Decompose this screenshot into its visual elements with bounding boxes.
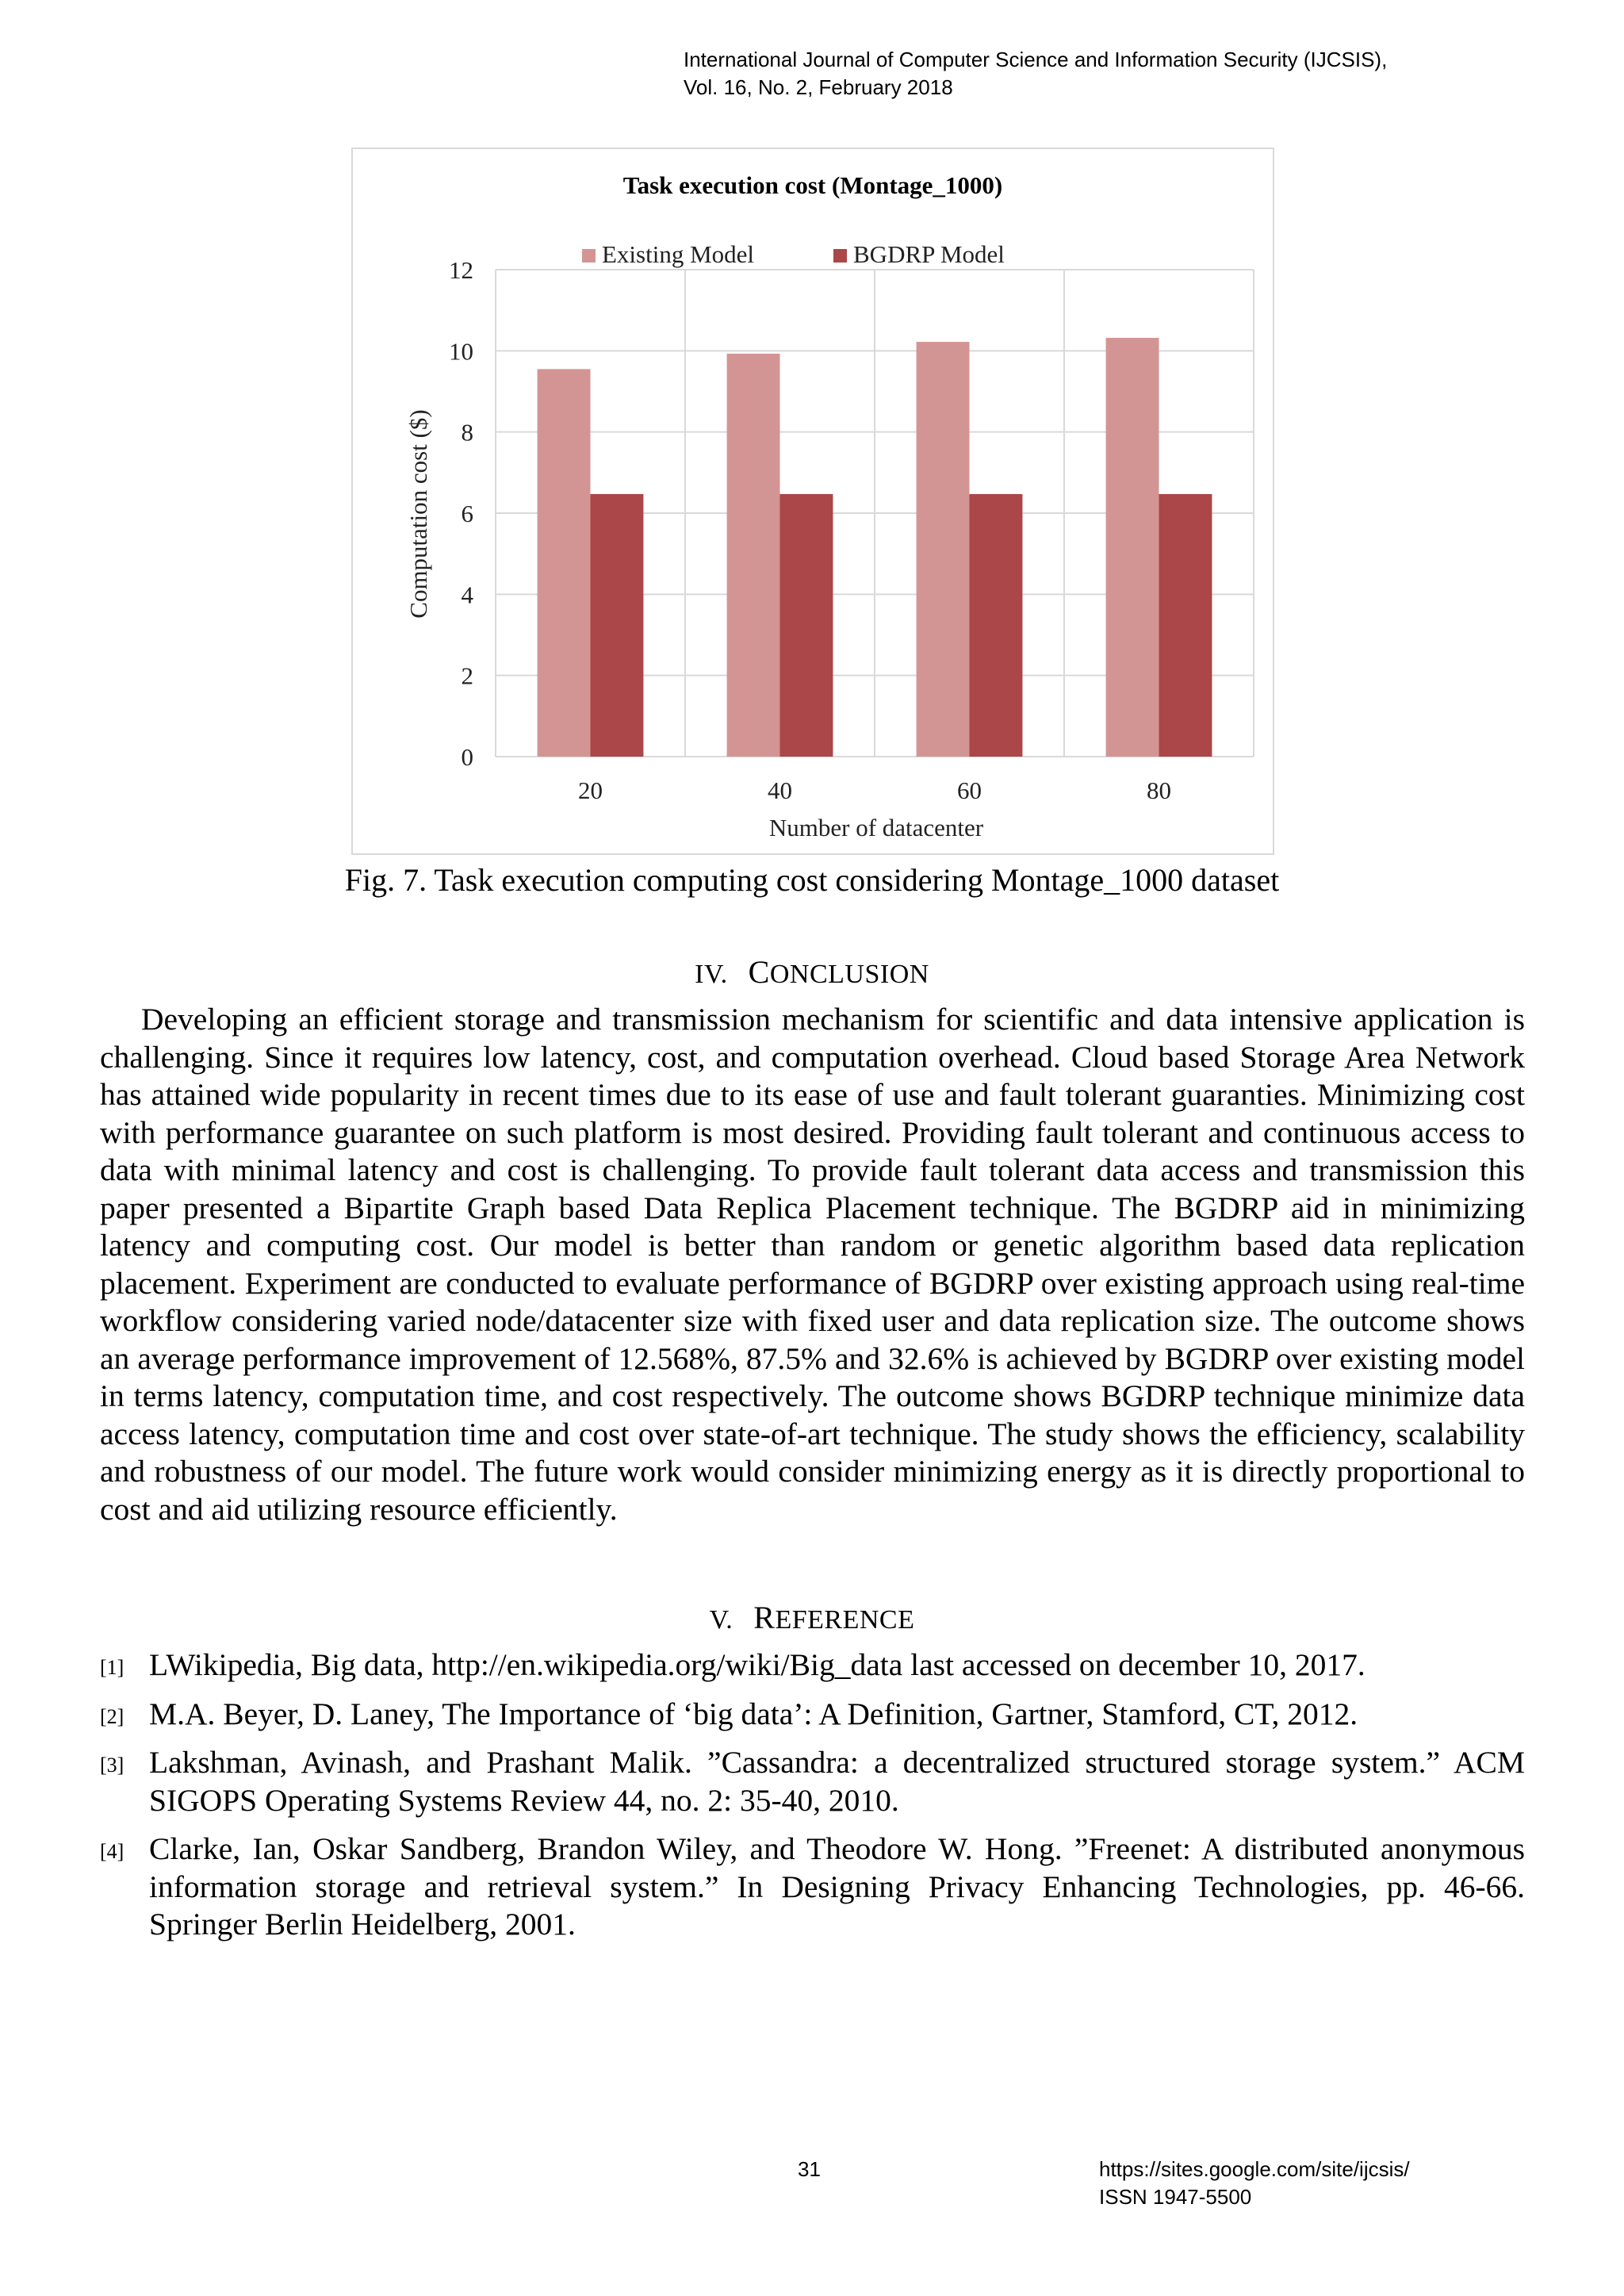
- journal-title-line: International Journal of Computer Science and Information Security (IJCSIS),: [684, 48, 1388, 71]
- chart-legend: [582, 240, 1005, 268]
- y-tick-label: 2: [461, 661, 473, 690]
- figure-7-chart: [351, 148, 1274, 855]
- legend-label: Existing Model: [602, 240, 755, 268]
- legend-label: BGDRP Model: [853, 240, 1005, 268]
- legend-swatch: [833, 249, 847, 263]
- reference-text: Lakshman, Avinash, and Prashant Malik. ”Cassandra: a decentralized structured storage system.” ACM SIGOPS Operating Systems Review 44, no. 2: 35-40, 2010.: [149, 1745, 1525, 1818]
- reference-item: [100, 1830, 1525, 1944]
- figure-caption: Fig. 7. Task execution computing cost considering Montage_1000 dataset: [344, 862, 1280, 898]
- reference-item: [100, 1646, 1525, 1685]
- legend-swatch: [582, 249, 596, 263]
- page-number: 31: [798, 2157, 821, 2181]
- section-title-rest: ONCLUSION: [769, 960, 929, 989]
- section-title-rest: EFERENCE: [775, 1605, 915, 1635]
- section-heading-conclusion: [0, 955, 1624, 992]
- bar-existing-model-20: [538, 369, 591, 757]
- footer-url: https://sites.google.com/site/ijcsis/: [1099, 2157, 1410, 2181]
- y-tick-label: 4: [461, 581, 473, 609]
- section-title-initial: R: [753, 1600, 776, 1635]
- y-tick-label: 12: [449, 256, 473, 284]
- y-tick-label: 6: [461, 500, 473, 527]
- x-tick-label: 80: [1147, 776, 1171, 804]
- reference-number: [2]: [100, 1704, 124, 1728]
- y-tick-label: 8: [461, 418, 473, 447]
- y-axis-title: Computation cost ($): [404, 409, 432, 619]
- running-header: [684, 46, 1387, 102]
- reference-item: [100, 1696, 1525, 1734]
- chart-title: Task execution cost (Montage_1000): [622, 171, 1003, 199]
- bar-bgdrp-model-80: [1159, 494, 1212, 757]
- bar-bgdrp-model-40: [780, 494, 833, 757]
- conclusion-paragraph: Developing an efficient storage and transmission mechanism for scientific and data intensive application is challenging. Since it requires low latency, cost, and computation overhead. Cloud based Storage Area Network has attained wide popularity in recent times due to its ease of use and fault tolerant guaranties. Minimizing cost with performance guarantee on such platform is most desired. Providing fault tolerant and continuous access to data with minimal latency and cost is challenging. To provide fault tolerant data access and transmission this paper presented a Bipartite Graph based Data Replica Placement technique. The BGDRP aid in minimizing latency and computing cost. Our model is better than random or genetic algorithm based data replication placement. Experiment are conducted to evaluate performance of BGDRP over existing approach using real-time workflow considering varied node/datacenter size with fixed user and data replication size. The outcome shows an average performance improvement of 12.568%, 87.5% and 32.6% is achieved by BGDRP over existing model in terms latency, computation time, and cost respectively. The outcome shows BGDRP technique minimize data access latency, computation time and cost over state-of-art technique. The study shows the efficiency, scalability and robustness of our model. The future work would consider minimizing energy as it is directly proportional to cost and aid utilizing resource efficiently.: [100, 1002, 1525, 1527]
- y-tick-label: 10: [449, 337, 473, 366]
- bar-existing-model-40: [727, 354, 780, 757]
- section-title-initial: C: [748, 954, 770, 990]
- x-tick-label: 20: [578, 776, 603, 804]
- footer-info: [1099, 2156, 1410, 2211]
- bar-bgdrp-model-60: [970, 494, 1023, 757]
- reference-number: [4]: [100, 1840, 124, 1863]
- bar-existing-model-80: [1106, 338, 1159, 757]
- reference-number: [3]: [100, 1754, 124, 1777]
- y-tick-label: 0: [461, 743, 473, 771]
- section-number: IV.: [695, 960, 728, 989]
- bar-chart-svg: [353, 149, 1273, 853]
- journal-volume-line: Vol. 16, No. 2, February 2018: [684, 75, 953, 99]
- reference-text: Clarke, Ian, Oskar Sandberg, Brandon Wiley, and Theodore W. Hong. ”Freenet: A distributed anonymous information storage and retrieval system.” In Designing Privacy Enhancing Technologies, pp. 46-66. Springer Berlin Heidelberg, 2001.: [149, 1831, 1525, 1941]
- section-heading-reference: [0, 1600, 1624, 1638]
- reference-item: [100, 1744, 1525, 1819]
- x-tick-label: 40: [768, 776, 792, 804]
- reference-number: [1]: [100, 1656, 124, 1679]
- bar-bgdrp-model-20: [591, 494, 644, 757]
- reference-list: [100, 1646, 1525, 1955]
- section-number: V.: [709, 1605, 733, 1635]
- bar-existing-model-60: [917, 342, 970, 757]
- reference-text: LWikipedia, Big data, http://en.wikipedia.org/wiki/Big_data last accessed on december 10, 2017.: [149, 1647, 1365, 1682]
- x-tick-label: 60: [957, 776, 982, 804]
- reference-text: M.A. Beyer, D. Laney, The Importance of ‘big data’: A Definition, Gartner, Stamford, CT, 2012.: [149, 1696, 1358, 1731]
- footer-issn: ISSN 1947-5500: [1099, 2185, 1252, 2209]
- x-axis-title: Number of datacenter: [768, 814, 984, 841]
